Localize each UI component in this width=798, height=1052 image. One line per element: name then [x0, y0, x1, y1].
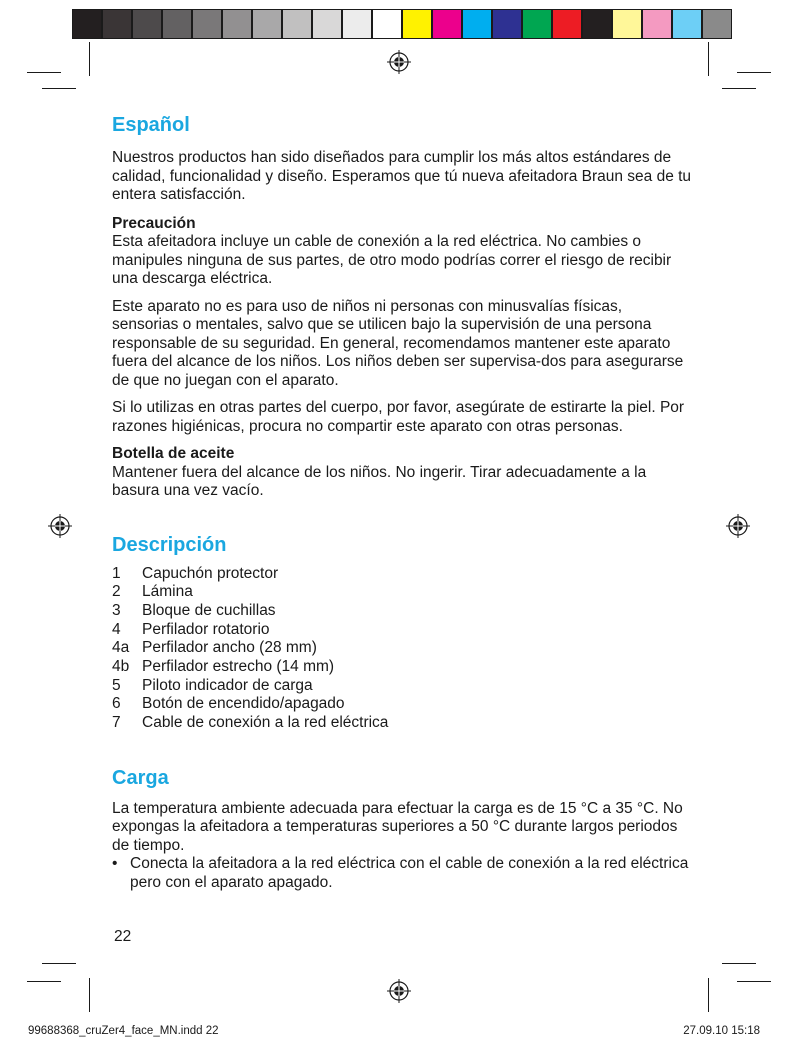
section-title-espanol: Español	[112, 114, 190, 136]
list-item-text: Piloto indicador de carga	[142, 676, 313, 694]
crop-mark	[42, 88, 76, 89]
gray-swatch	[342, 9, 372, 39]
crop-mark	[708, 42, 709, 76]
list-item-text: Perfilador rotatorio	[142, 620, 270, 638]
parts-list	[112, 565, 692, 733]
list-item-text: Cable de conexión a la red eléctrica	[142, 714, 389, 732]
list-item-number: 1	[112, 564, 121, 582]
gray-swatch	[252, 9, 282, 39]
precaucion-paragraph: Esta afeitadora incluye un cable de conexión a la red eléctrica. No cambies o manipules ninguna de sus partes, de otro modo podrías correr el riesgo de recibir una descarga eléctrica.	[112, 233, 672, 287]
color-swatch	[492, 9, 522, 39]
list-item-number: 4b	[112, 658, 130, 676]
gray-swatch	[312, 9, 342, 39]
crop-mark	[89, 42, 90, 76]
gray-swatch	[372, 9, 402, 39]
page-number: 22	[114, 928, 132, 945]
crop-mark	[89, 978, 90, 1012]
aceite-heading: Botella de aceite	[112, 445, 235, 462]
gray-swatch	[222, 9, 252, 39]
color-swatch	[582, 9, 612, 39]
color-swatch	[402, 9, 432, 39]
gray-swatch	[282, 9, 312, 39]
section-title-descripcion: Descripción	[112, 533, 227, 556]
crop-mark	[722, 88, 756, 89]
list-item	[112, 583, 692, 602]
list-item-text: Botón de encendido/apagado	[142, 695, 345, 713]
page-content	[112, 113, 692, 892]
crop-mark	[27, 72, 61, 73]
list-item	[112, 602, 692, 621]
crop-mark	[42, 963, 76, 964]
aceite-paragraph: Mantener fuera del alcance de los niños. No ingerir. Tirar adecuadamente a la basura una vez vacío.	[112, 463, 647, 499]
color-swatch	[522, 9, 552, 39]
list-item-number: 6	[112, 695, 121, 713]
list-item	[112, 658, 692, 677]
registration-mark-icon	[48, 514, 72, 538]
gray-swatch	[132, 9, 162, 39]
color-swatch	[432, 9, 462, 39]
grayscale-color-bar	[72, 9, 402, 39]
list-item	[112, 714, 692, 733]
list-item-number: 2	[112, 583, 121, 601]
gray-swatch	[162, 9, 192, 39]
footer-filename: 99688368_cruZer4_face_MN.indd 22	[28, 1025, 219, 1037]
color-swatch	[672, 9, 702, 39]
list-item	[112, 855, 692, 892]
crop-mark	[737, 981, 771, 982]
list-item-text: Perfilador estrecho (14 mm)	[142, 658, 335, 676]
registration-mark-icon	[726, 514, 750, 538]
crop-mark	[737, 72, 771, 73]
list-item	[112, 677, 692, 696]
crop-mark	[708, 978, 709, 1012]
gray-swatch	[72, 9, 102, 39]
registration-mark-icon	[387, 50, 411, 74]
intro-paragraph: Nuestros productos han sido diseñados para cumplir los más altos estándares de calidad, funcionalidad y diseño. Esperamos que tú nueva afeitadora Braun sea de tu entera satisfacción.	[112, 149, 692, 203]
body-use-paragraph: Si lo utilizas en otras partes del cuerpo, por favor, asegúrate de estirarte la piel. Por razones higiénicas, procura no compartir este aparato con otras personas.	[112, 399, 685, 435]
list-item	[112, 639, 692, 658]
precaucion-heading: Precaución	[112, 214, 196, 232]
list-item-number: 4	[112, 620, 121, 638]
list-item-text: Perfilador ancho (28 mm)	[142, 639, 317, 657]
carga-paragraph: La temperatura ambiente adecuada para efectuar la carga es de 15 °C a 35 °C. No expongas la afeitadora a temperaturas superiores a 50 °C durante largos periodos de tiempo.	[112, 799, 683, 854]
footer-datetime: 27.09.10 15:18	[683, 1025, 760, 1037]
bullet-icon: •	[112, 855, 118, 873]
color-swatch	[552, 9, 582, 39]
list-item	[112, 565, 692, 584]
carga-bullet-text: Conecta la afeitadora a la red eléctrica con el cable de conexión a la red eléctrica pero con el aparato apagado.	[130, 855, 689, 891]
color-swatch	[462, 9, 492, 39]
gray-swatch	[102, 9, 132, 39]
color-swatch	[642, 9, 672, 39]
list-item-number: 4a	[112, 639, 130, 657]
list-item-text: Bloque de cuchillas	[142, 601, 276, 619]
list-item	[112, 695, 692, 714]
list-item-number: 7	[112, 714, 121, 732]
list-item	[112, 621, 692, 640]
process-color-bar	[402, 9, 732, 39]
children-paragraph: Este aparato no es para uso de niños ni personas con minusvalías físicas, sensorias o mentales, salvo que se utilicen bajo la supervisión de una persona responsable de su seguridad. En general, recomendamos mantener este aparato fuera del alcance de los niños. Los niños deben ser supervisa-dos para asegurarse de que no juegan con el aparato.	[112, 297, 684, 389]
gray-swatch	[192, 9, 222, 39]
section-title-carga: Carga	[112, 766, 169, 789]
list-item-number: 5	[112, 676, 121, 694]
list-item-number: 3	[112, 601, 121, 619]
color-swatch	[702, 9, 732, 39]
color-swatch	[612, 9, 642, 39]
registration-mark-icon	[387, 979, 411, 1003]
list-item-text: Capuchón protector	[142, 564, 279, 582]
list-item-text: Lámina	[142, 583, 193, 601]
crop-mark	[27, 981, 61, 982]
crop-mark	[722, 963, 756, 964]
